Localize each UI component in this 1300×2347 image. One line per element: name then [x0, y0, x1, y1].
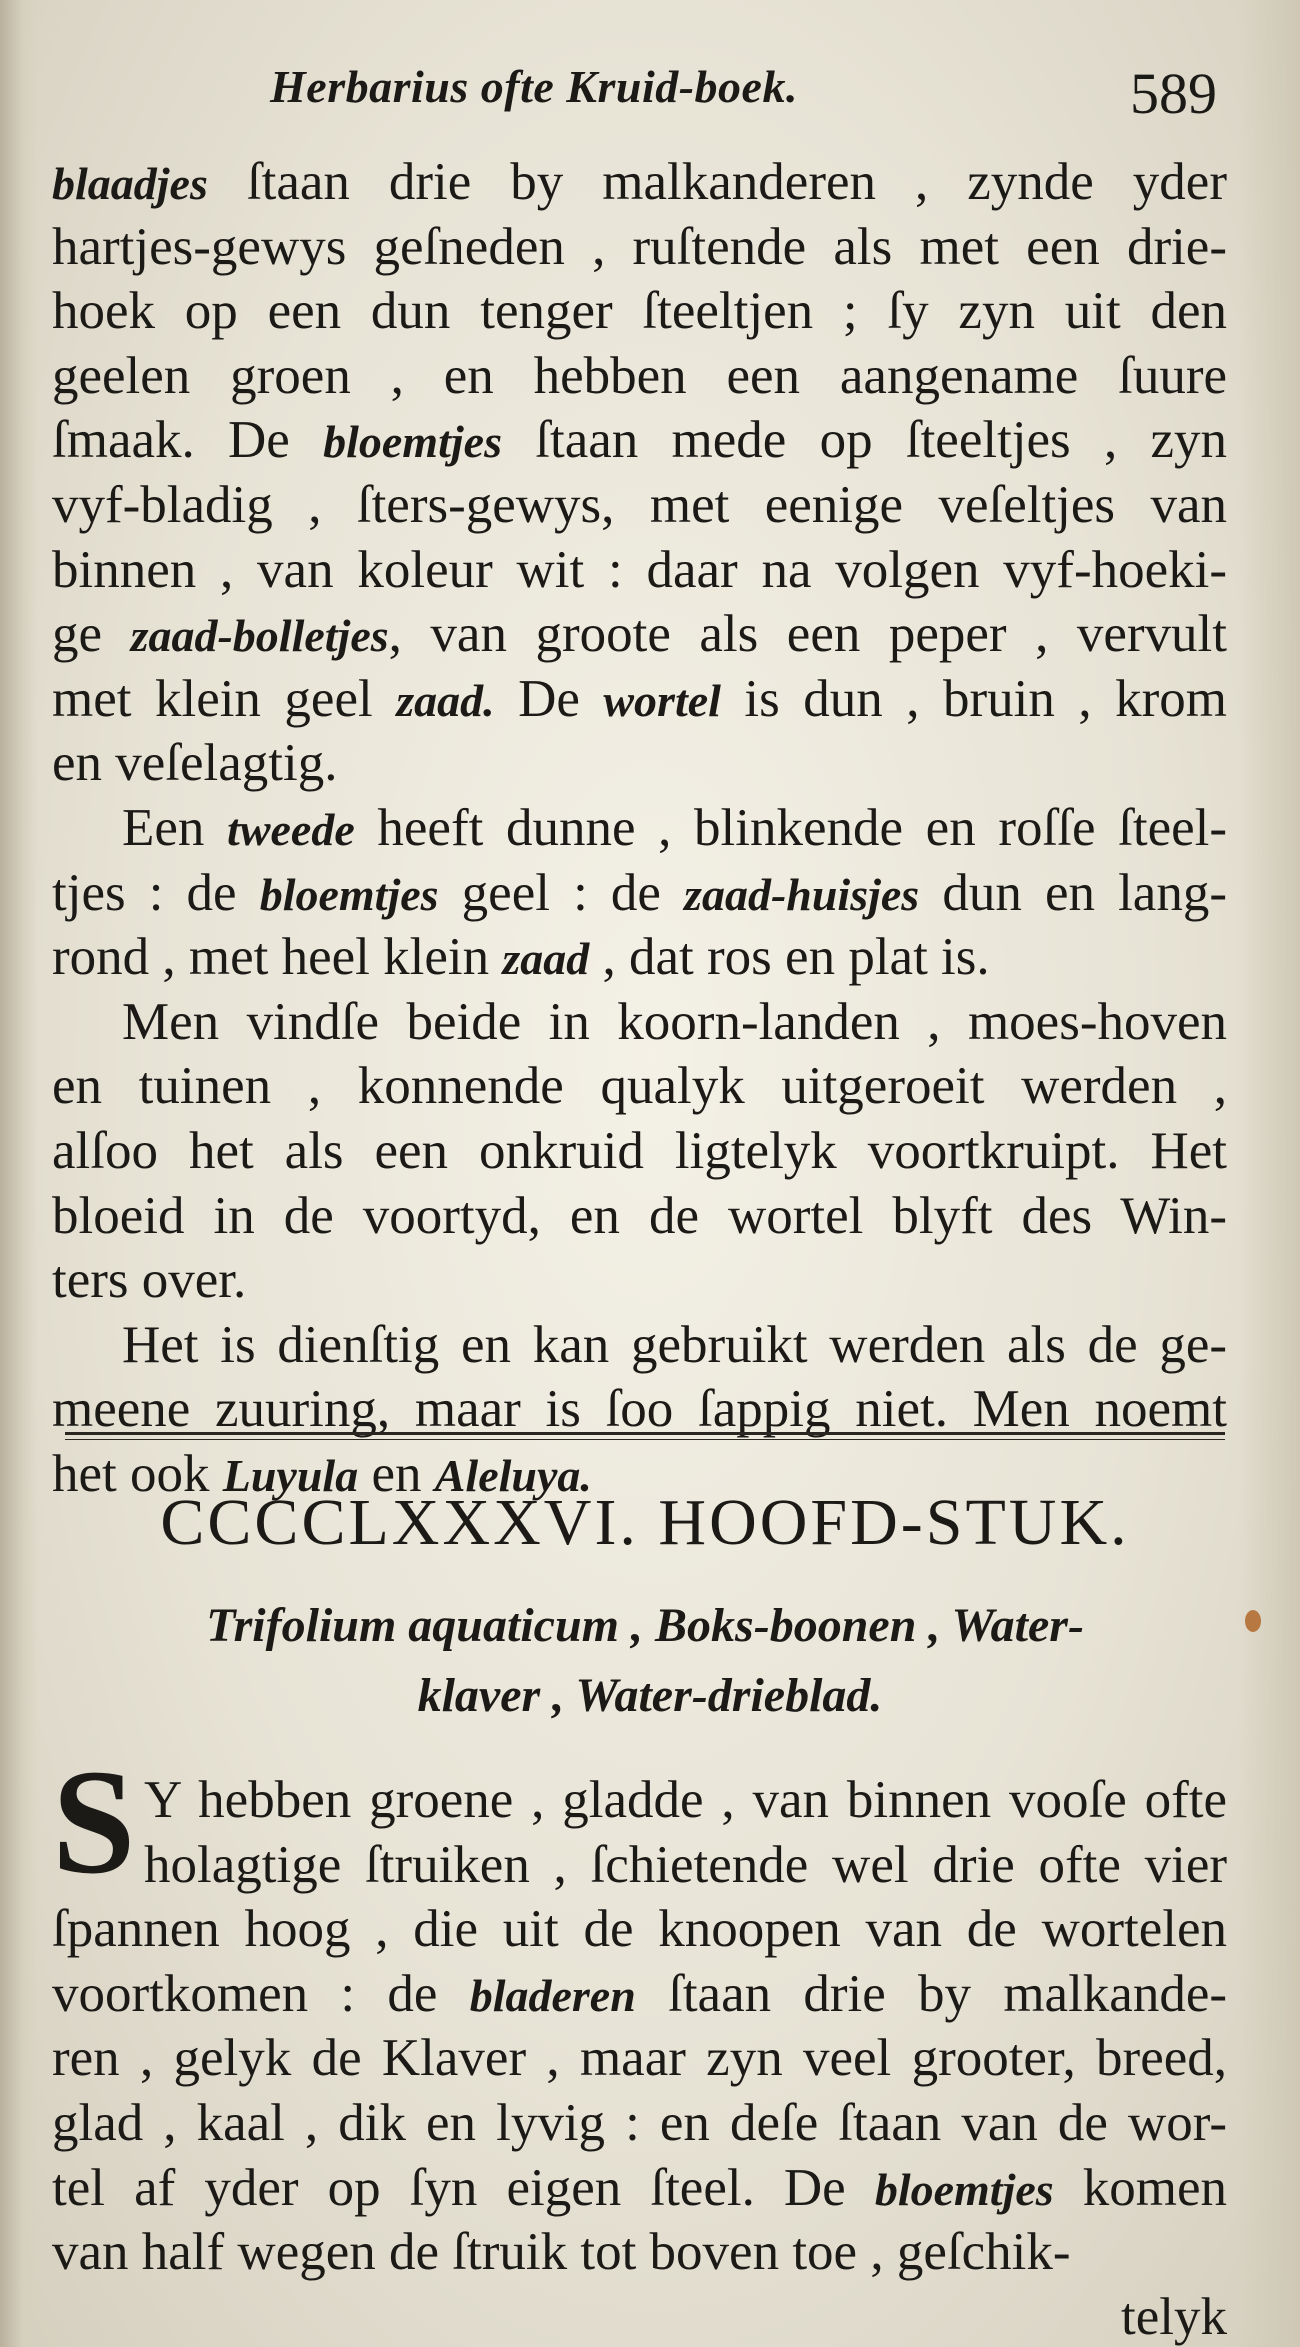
italic-term: Luyula [222, 1449, 359, 1501]
italic-term: zaad. [396, 674, 495, 726]
text-line [52, 1962, 1227, 2027]
text-run: is dun , bruin , krom [720, 669, 1227, 728]
text-line [52, 1313, 1227, 1378]
text-line [52, 667, 1227, 732]
text-run: ſtaan mede op ſteeltjes , zyn [501, 411, 1228, 470]
italic-term: Aleluya. [434, 1449, 592, 1501]
text-line [52, 731, 1227, 796]
text-run: vyf-bladig , ſters-gewys, met eenige veſeltjes van [52, 475, 1227, 534]
page-gutter-shadow [0, 0, 38, 2347]
text-run: holagtige ſtruiken , ſchietende wel drie ofte vier [144, 1835, 1227, 1894]
section-divider-rule [65, 1432, 1225, 1440]
drop-cap: S [52, 1739, 136, 1905]
paragraph-5 [52, 1768, 1227, 2285]
paragraph-1 [52, 150, 1227, 796]
text-run: ge [52, 605, 131, 664]
italic-term: zaad-huisjes [684, 868, 920, 920]
page-number: 589 [1130, 61, 1217, 126]
text-run: tjes : de [52, 863, 260, 922]
text-run: ſmaak. De [52, 411, 324, 470]
italic-term: bloemtjes [323, 416, 502, 468]
text-line [52, 602, 1227, 667]
text-line [52, 1119, 1227, 1184]
text-run: ren , gelyk de Klaver , maar zyn veel grooter, breed, [52, 2029, 1227, 2088]
italic-term: bloemtjes [259, 868, 439, 920]
text-run: tel af yder op ſyn eigen ſteel. De [52, 2158, 875, 2217]
text-run: hoek op een dun tenger ſteeltjen ; ſy zyn uit den [52, 282, 1227, 341]
text-line [52, 473, 1227, 538]
text-run: en [358, 1444, 435, 1503]
text-run: ters over. [52, 1251, 247, 1310]
italic-term: blaadjes [52, 158, 208, 209]
text-run: glad , kaal , dik en lyvig : en deſe ſtaan van de wor- [52, 2093, 1227, 2152]
text-line [52, 408, 1227, 473]
text-line [52, 1054, 1227, 1119]
text-run: bloeid in de voortyd, en de wortel blyft des Win- [52, 1186, 1227, 1245]
text-line [52, 215, 1227, 280]
text-line [52, 344, 1227, 409]
text-line [52, 1184, 1227, 1249]
text-run: van half wegen de ſtruik tot boven toe , geſchik- [52, 2223, 1071, 2282]
text-run: binnen , van koleur wit : daar na volgen vyf-hoeki- [52, 540, 1227, 599]
chapter-subtitle-line-2: klaver , Water-drieblad. [417, 1669, 883, 1722]
text-line [52, 1897, 1227, 1962]
text-run: , van groote als een peper , vervult [388, 605, 1227, 664]
italic-term: bloemtjes [874, 2163, 1054, 2215]
text-line [52, 796, 1227, 861]
text-line [52, 990, 1227, 1055]
text-line [52, 2026, 1227, 2091]
text-run: Y hebben groene , gladde , van binnen vooſe ofte [144, 1771, 1227, 1829]
page-edge-shadow [1240, 0, 1300, 2347]
text-run: en tuinen , konnende qualyk uitgeroeit werden , [52, 1057, 1227, 1116]
text-run: De [494, 669, 604, 728]
text-run: voortkomen : de [52, 1964, 470, 2023]
text-line [52, 1833, 1227, 1898]
text-run: Een [122, 798, 228, 857]
text-line [52, 2220, 1227, 2285]
text-line [52, 861, 1227, 926]
chapter-body [52, 1768, 1227, 2347]
text-run: hartjes-gewys geſneden , ruſtende als met een drie- [52, 217, 1227, 276]
text-line [52, 2091, 1227, 2156]
text-line [52, 925, 1227, 990]
text-line [52, 2156, 1227, 2221]
paragraph-3 [52, 990, 1227, 1313]
text-run: rond , met heel klein [52, 928, 503, 987]
text-run: met klein geel [52, 669, 397, 728]
text-run: geel : de [438, 863, 685, 922]
text-run: meene zuuring, maar is ſoo ſappig niet. Men noemt [52, 1380, 1227, 1439]
text-line [52, 538, 1227, 603]
text-run: ſpannen hoog , die uit de knoopen van de wortelen [52, 1900, 1227, 1959]
text-run: , dat ros en plat is. [589, 928, 990, 987]
text-run: Het is dienſtig en kan gebruikt werden als de ge- [122, 1315, 1227, 1374]
running-head: Herbarius ofte Kruid-boek. [270, 61, 798, 112]
italic-term: wortel [603, 674, 721, 726]
text-run: en veſelagtig. [52, 734, 338, 793]
text-line [52, 279, 1227, 344]
chapter-subtitle-line-1: Trifolium aquaticum , Boks-boonen , Water- [206, 1599, 1084, 1652]
text-run: het ook [52, 1444, 223, 1503]
text-run: komen [1053, 2158, 1228, 2217]
text-run: heeft dunne , blinkende en roſſe ſteel- [354, 798, 1227, 857]
italic-term: zaad-bolletjes [130, 610, 389, 662]
paragraph-4 [52, 1313, 1227, 1507]
text-line [52, 1248, 1227, 1313]
italic-term: tweede [227, 803, 355, 855]
text-line [52, 1768, 1227, 1833]
text-run: Men vindſe beide in koorn-landen , moes-hoven [122, 992, 1227, 1051]
chapter-body-continued [52, 150, 1227, 1506]
text-run: ſtaan drie by malkande- [635, 1964, 1227, 2023]
chapter-heading: CCCCLXXXVI. HOOFD-STUK. [160, 1486, 1130, 1559]
paragraph-2 [52, 796, 1227, 990]
italic-term: zaad [502, 933, 590, 985]
italic-term: bladeren [469, 1969, 636, 2021]
ink-stain [1245, 1610, 1261, 1632]
text-line [52, 150, 1227, 215]
catchword: telyk [1121, 2287, 1227, 2346]
text-run: geelen groen , en hebben een aangename ſuure [52, 346, 1227, 405]
text-run: dun en lang- [919, 863, 1227, 922]
text-run: alſoo het als een onkruid ligtelyk voortkruipt. Het [52, 1121, 1227, 1180]
text-run: ſtaan drie by malkanderen , zynde yder [207, 153, 1227, 211]
